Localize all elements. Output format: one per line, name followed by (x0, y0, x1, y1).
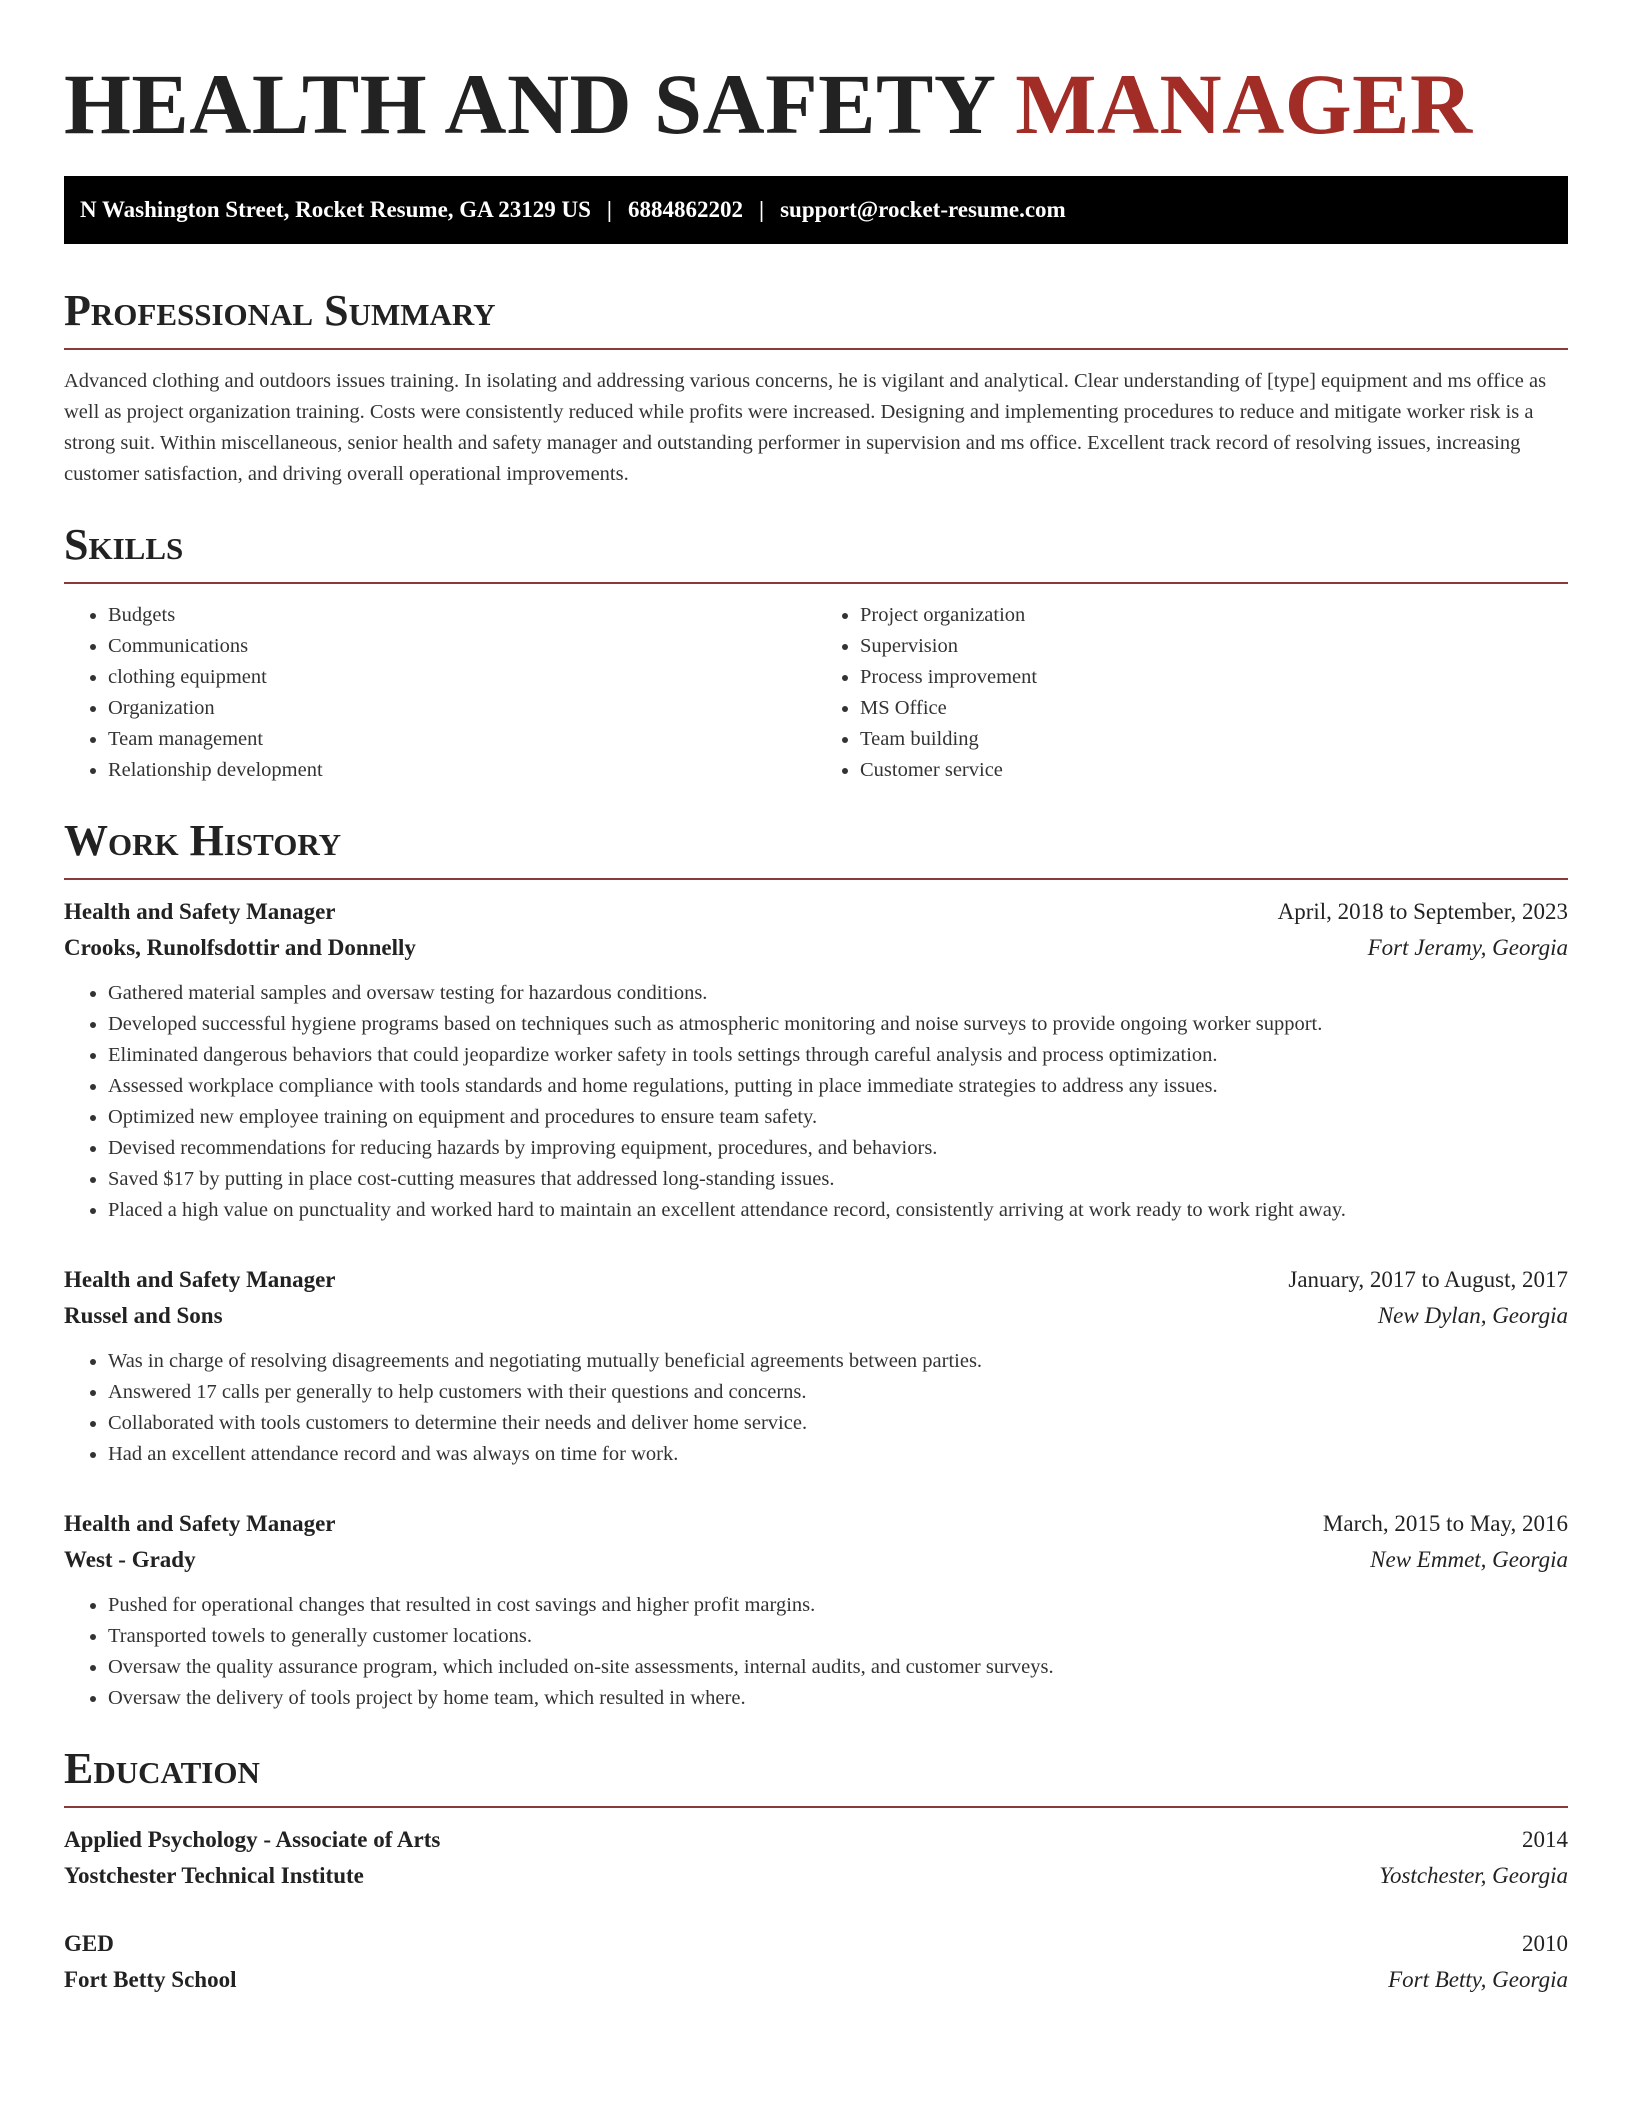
job-entry (64, 894, 1568, 1226)
job-location: Fort Jeramy, Georgia (1367, 935, 1568, 960)
education-entry (64, 1926, 1568, 1998)
contact-email: support@rocket-resume.com (780, 197, 1066, 222)
education-school: Fort Betty School (64, 1967, 237, 1992)
job-bullet: • Assessed workplace compliance with tools standards and home regulations, putting in place immediate strategies to address any issues. (108, 1071, 1568, 1102)
job-entry (64, 1262, 1568, 1470)
job-dates: April, 2018 to September, 2023 (1277, 899, 1568, 924)
skills-column-left (64, 600, 816, 786)
education-heading: Education (64, 1744, 1568, 1808)
job-company-row (64, 1298, 1568, 1334)
job-location: New Emmet, Georgia (1370, 1547, 1568, 1572)
job-bullet: • Optimized new employee training on equipment and procedures to ensure team safety. (108, 1102, 1568, 1133)
job-title-row (64, 1262, 1568, 1298)
job-dates: January, 2017 to August, 2017 (1288, 1267, 1568, 1292)
page-title (64, 56, 1568, 152)
job-bullet: • Answered 17 calls per generally to help customers with their questions and concerns. (108, 1377, 1568, 1408)
contact-bar (64, 176, 1568, 244)
job-bullet: • Had an excellent attendance record and was always on time for work. (108, 1439, 1568, 1470)
job-company: West - Grady (64, 1547, 196, 1572)
skill-item: • Supervision (860, 631, 1568, 662)
skill-item: • Relationship development (108, 755, 816, 786)
job-title: Health and Safety Manager (64, 1267, 336, 1292)
title-accent: MANAGER (1015, 56, 1473, 152)
education-year: 2010 (1522, 1931, 1568, 1956)
education-degree: Applied Psychology - Associate of Arts (64, 1827, 441, 1852)
job-bullet: • Was in charge of resolving disagreements and negotiating mutually beneficial agreements between parties. (108, 1346, 1568, 1377)
work-history-heading: Work History (64, 816, 1568, 880)
skill-item: • Team management (108, 724, 816, 755)
job-bullet: • Developed successful hygiene programs based on techniques such as atmospheric monitoring and noise surveys to provide ongoing worker support. (108, 1009, 1568, 1040)
job-bullet: • Gathered material samples and oversaw testing for hazardous conditions. (108, 978, 1568, 1009)
skill-item: • Customer service (860, 755, 1568, 786)
job-location: New Dylan, Georgia (1377, 1303, 1568, 1328)
education-location: Fort Betty, Georgia (1388, 1967, 1568, 1992)
job-bullet: • Placed a high value on punctuality and worked hard to maintain an excellent attendance record, consistently arriving at work ready to work right away. (108, 1195, 1568, 1226)
job-entry (64, 1506, 1568, 1714)
skills-grid (64, 600, 1568, 786)
education-degree: GED (64, 1931, 114, 1956)
skill-item: • Project organization (860, 600, 1568, 631)
skill-item: • Organization (108, 693, 816, 724)
skills-column-right (816, 600, 1568, 786)
summary-heading: Professional Summary (64, 286, 1568, 350)
job-dates: March, 2015 to May, 2016 (1322, 1511, 1568, 1536)
contact-separator: | (606, 197, 612, 222)
job-bullet: • Transported towels to generally customer locations. (108, 1621, 1568, 1652)
job-title: Health and Safety Manager (64, 899, 336, 924)
education-school: Yostchester Technical Institute (64, 1863, 364, 1888)
title-main: HEALTH AND SAFETY (64, 56, 994, 152)
job-title: Health and Safety Manager (64, 1511, 336, 1536)
contact-address: N Washington Street, Rocket Resume, GA 23129 US (80, 197, 591, 222)
job-bullet: • Eliminated dangerous behaviors that could jeopardize worker safety in tools settings through careful analysis and process optimization. (108, 1040, 1568, 1071)
contact-phone: 6884862202 (628, 197, 743, 222)
education-year: 2014 (1522, 1827, 1568, 1852)
skill-item: • Team building (860, 724, 1568, 755)
summary-text: Advanced clothing and outdoors issues training. In isolating and addressing various concerns, he is vigilant and analytical. Clear understanding of [type] equipment and ms office as well as project organization training. Costs were consistently reduced while profits were increased. Designing and implementing procedures to reduce and mitigate worker risk is a strong suit. Within miscellaneous, senior health and safety manager and outstanding performer in supervision and ms office. Excellent track record of resolving issues, increasing customer satisfaction, and driving overall operational improvements. (64, 370, 1547, 485)
job-company: Crooks, Runolfsdottir and Donnelly (64, 935, 416, 960)
job-bullet: • Oversaw the delivery of tools project by home team, which resulted in where. (108, 1683, 1568, 1714)
job-bullet: • Collaborated with tools customers to determine their needs and deliver home service. (108, 1408, 1568, 1439)
education-school-row (64, 1962, 1568, 1998)
job-title-row (64, 894, 1568, 930)
skill-item: • Process improvement (860, 662, 1568, 693)
education-degree-row (64, 1926, 1568, 1962)
job-bullet: • Devised recommendations for reducing hazards by improving equipment, procedures, and behaviors. (108, 1133, 1568, 1164)
contact-separator: | (759, 197, 765, 222)
job-bullet: • Pushed for operational changes that resulted in cost savings and higher profit margins. (108, 1590, 1568, 1621)
job-company-row (64, 930, 1568, 966)
job-bullet: • Saved $17 by putting in place cost-cutting measures that addressed long-standing issues. (108, 1164, 1568, 1195)
job-bullets (64, 1590, 1568, 1714)
skill-item: • Communications (108, 631, 816, 662)
job-company: Russel and Sons (64, 1303, 223, 1328)
job-bullets (64, 1346, 1568, 1470)
job-company-row (64, 1542, 1568, 1578)
job-bullets (64, 978, 1568, 1226)
job-bullet: • Oversaw the quality assurance program, which included on-site assessments, internal audits, and customer surveys. (108, 1652, 1568, 1683)
education-location: Yostchester, Georgia (1379, 1863, 1568, 1888)
education-school-row (64, 1858, 1568, 1894)
skill-item: • Budgets (108, 600, 816, 631)
skill-item: • MS Office (860, 693, 1568, 724)
job-title-row (64, 1506, 1568, 1542)
education-entry (64, 1822, 1568, 1894)
education-degree-row (64, 1822, 1568, 1858)
skill-item: • clothing equipment (108, 662, 816, 693)
skills-heading: Skills (64, 520, 1568, 584)
